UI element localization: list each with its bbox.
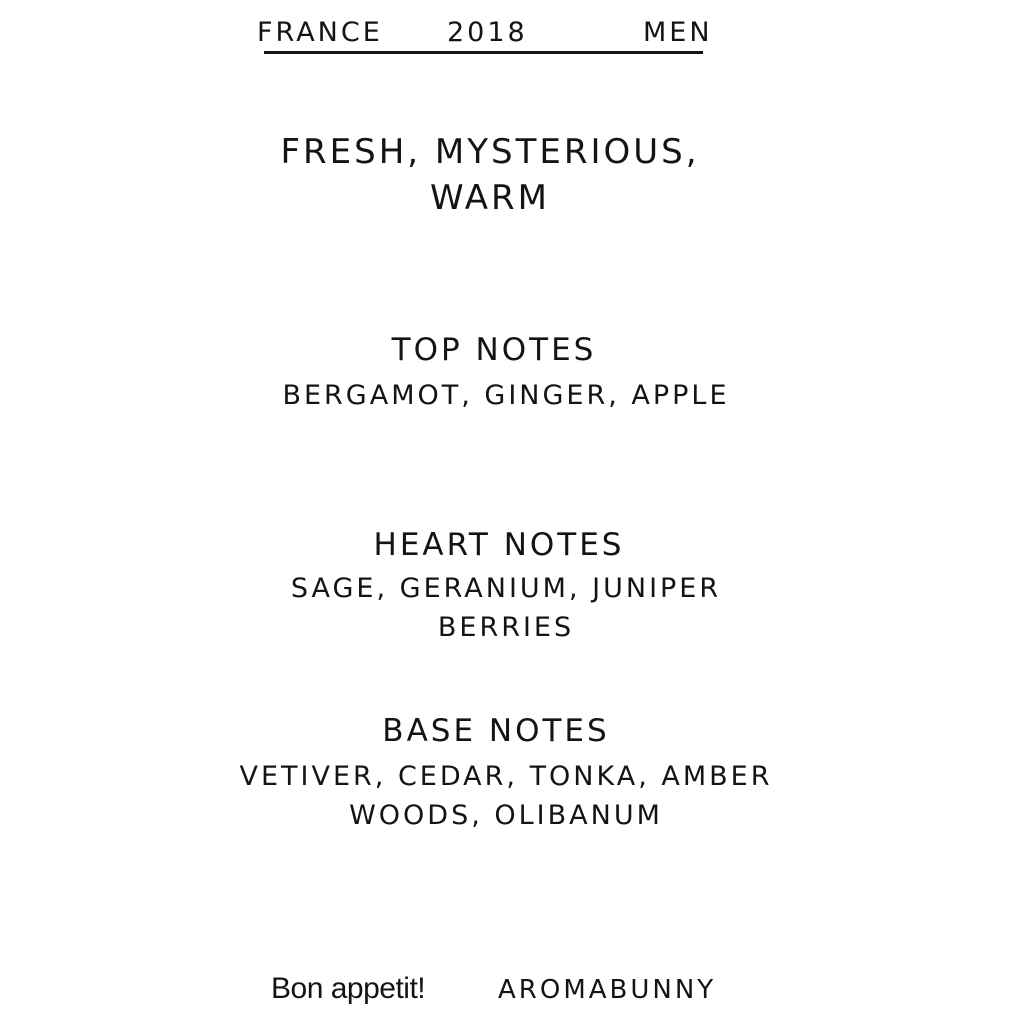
section-notes: BERGAMOT, GINGER, APPLE xyxy=(282,380,730,411)
signoff-text: Bon appetit! xyxy=(271,972,426,1005)
header-divider xyxy=(264,51,703,54)
brand-name: AROMABUNNY xyxy=(498,975,717,1005)
country-label: FRANCE xyxy=(257,17,383,48)
year-label: 2018 xyxy=(447,17,528,48)
section-title: HEART NOTES xyxy=(373,527,625,563)
section-notes: SAGE, GERANIUM, JUNIPER BERRIES xyxy=(290,573,722,643)
section-title: BASE NOTES xyxy=(382,713,610,749)
section-notes: VETIVER, CEDAR, TONKA, AMBER WOODS, OLIBANUM xyxy=(239,761,773,831)
gender-label: MEN xyxy=(643,17,713,48)
section-title: TOP NOTES xyxy=(391,332,597,368)
tagline: FRESH, MYSTERIOUS, WARM xyxy=(280,132,700,218)
